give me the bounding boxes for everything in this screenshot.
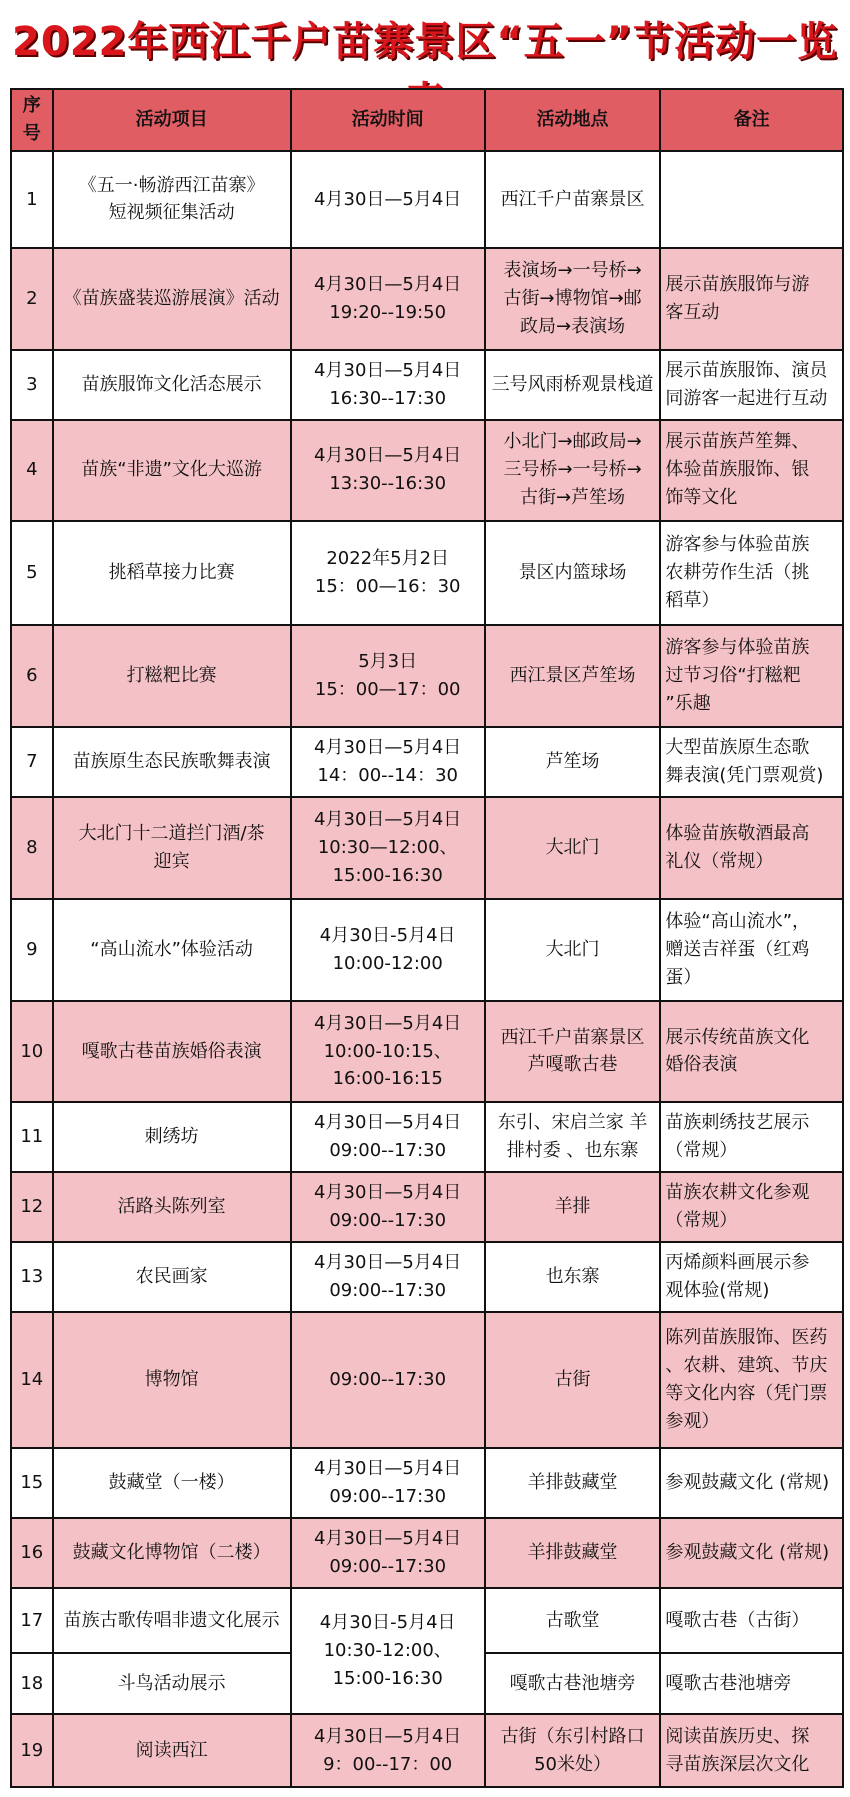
table-row [11,1172,843,1242]
cell-line: 古歌堂 [545,1609,600,1631]
cell-line: 羊排鼓藏堂 [527,1471,618,1493]
cell-index: 7 [11,727,53,797]
cell-line: 苗族原生态民族歌舞表演 [72,751,271,773]
cell-time [291,1001,485,1103]
cell-location [485,420,661,522]
cell-index: 10 [11,1001,53,1103]
cell-item [53,521,291,625]
cell-index: 15 [11,1448,53,1518]
table-row [11,151,843,248]
cell-line: 体验苗族服饰、银 [665,459,810,481]
cell-item [53,1172,291,1242]
cell-item [53,350,291,420]
cell-item [53,1448,291,1518]
cell-note [660,420,843,522]
table-row [11,727,843,797]
cell-line: 农耕劳作生活（挑 [665,562,810,584]
cell-note [660,350,843,420]
cell-line: 苗族刺绣技艺展示 [665,1112,810,1134]
cell-line: 婚俗表演 [665,1054,738,1076]
cell-line: 芦笙场 [545,751,600,773]
cell-line: 苗族服饰文化活态展示 [81,373,262,395]
cell-line: 2022年5月2日 [326,548,450,570]
cell-line: 4月30日—5月4日 [314,359,462,381]
cell-location [485,1714,661,1787]
cell-item [53,727,291,797]
cell-item [53,1312,291,1448]
cell-line: 东引、宋启兰家 羊 [497,1112,648,1134]
cell-line: 《五一·畅游西江苗寨》 [78,174,265,196]
table-row [11,1518,843,1588]
cell-note [660,1242,843,1312]
cell-line: 寻苗族深层次文化 [665,1753,810,1775]
cell-time [291,1588,485,1715]
cell-line: 5月3日 [358,651,418,673]
cell-time [291,1102,485,1172]
cell-item [53,420,291,522]
table-row [11,521,843,625]
cell-line: 芦嘎歌古巷 [527,1054,618,1076]
cell-line: 展示苗族芦笙舞、 [665,431,810,453]
cell-line: 体验“高山流水”， [665,910,811,932]
cell-line: 嘎歌古巷（古街） [665,1609,810,1631]
cell-note [660,151,843,248]
cell-line: 古街 [554,1368,591,1390]
cell-location [485,1588,661,1654]
table-row [11,1312,843,1448]
cell-line: 西江千户苗寨景区 [500,188,645,210]
cell-line: 4月30日-5月4日 [319,924,456,946]
cell-line: 4月30日—5月4日 [314,273,462,295]
cell-time [291,248,485,350]
cell-line: 展示苗族服饰与游 [665,273,810,295]
cell-time [291,1172,485,1242]
cell-line: 同游客一起进行互动 [665,387,828,409]
page-title: 2022年西江千户苗寨景区“五一”节活动一览 [12,19,838,65]
activity-table [10,88,844,1788]
cell-item [53,151,291,248]
header-time: 活动时间 [291,89,485,151]
cell-line: 活路头陈列室 [117,1196,226,1218]
cell-line: 短视频征集活动 [108,202,235,224]
cell-line: 刺绣坊 [144,1126,199,1148]
cell-line: 4月30日—5月4日 [314,1112,462,1134]
cell-item [53,248,291,350]
cell-index: 17 [11,1588,53,1654]
cell-line: 13:30--16:30 [329,473,447,495]
cell-line: 斗鸟活动展示 [117,1672,226,1694]
cell-time [291,1242,485,1312]
cell-line: 4月30日—5月4日 [314,1457,462,1479]
table-header-row [11,89,843,151]
cell-line: 15：00—16：30 [314,576,461,598]
header-index: 序号 [11,89,53,151]
cell-location [485,899,661,1001]
cell-line: 挑稻草接力比赛 [108,562,235,584]
cell-line: 15：00—17：00 [314,679,461,701]
cell-time [291,1714,485,1787]
cell-line: 古街→博物馆→邮 [503,287,642,309]
cell-line: 参观鼓藏文化 (常规) [665,1541,830,1563]
cell-location [485,151,661,248]
cell-line: 三号风雨桥观景栈道 [491,373,654,395]
cell-line: 大北门 [545,938,600,960]
cell-line: 09:00--17:30 [329,1555,447,1577]
cell-line: 19:20--19:50 [329,301,447,323]
cell-location [485,1653,661,1714]
cell-line: 9：00--17：00 [323,1753,453,1775]
cell-line: 阅读西江 [135,1739,208,1761]
cell-note [660,248,843,350]
cell-line: 苗族农耕文化参观 [665,1182,810,1204]
cell-line: 鼓藏堂（一楼） [108,1471,235,1493]
cell-line: 4月30日—5月4日 [314,1252,462,1274]
cell-line: 鼓藏文化博物馆（二楼） [72,1541,271,1563]
cell-line: 也东寨 [545,1266,600,1288]
cell-location [485,797,661,899]
cell-item [53,797,291,899]
cell-line: 过节习俗“打糍粑 [665,665,801,687]
cell-line: 4月30日—5月4日 [314,1527,462,1549]
cell-line: 农民画家 [135,1266,208,1288]
cell-time [291,625,485,727]
cell-location [485,1518,661,1588]
cell-line: 嘎歌古巷苗族婚俗表演 [81,1040,262,1062]
cell-line: 嘎歌古巷池塘旁 [665,1672,792,1694]
cell-note [660,1172,843,1242]
cell-line: 苗族“非遗”文化大巡游 [81,459,262,481]
cell-line: 展示苗族服饰、演员 [665,359,828,381]
cell-line: ”乐趣 [665,693,711,715]
cell-line: 苗族古歌传唱非遗文化展示 [63,1609,280,1631]
cell-time [291,521,485,625]
cell-location [485,248,661,350]
cell-time [291,1312,485,1448]
cell-line: 09:00--17:30 [329,1210,447,1232]
cell-line: 饰等文化 [665,487,738,509]
cell-line: 政局→表演场 [520,315,626,337]
table-row [11,420,843,522]
cell-note [660,1102,843,1172]
cell-line: 10:00-12:00 [332,952,443,974]
cell-line: 礼仪（常规） [665,850,774,872]
cell-line: 三号桥→一号桥→ [503,459,642,481]
cell-item [53,1588,291,1654]
table-row [11,1102,843,1172]
cell-item [53,1001,291,1103]
table-row [11,248,843,350]
cell-line: 赠送吉祥蛋（红鸡 [665,938,810,960]
cell-line: 09:00--17:30 [329,1485,447,1507]
cell-line: 等文化内容（凭门票 [665,1382,828,1404]
cell-line: 参观） [665,1410,720,1432]
cell-line: 10:30-12:00、 [323,1640,452,1662]
cell-time [291,797,485,899]
cell-index: 5 [11,521,53,625]
cell-line: 4月30日—5月4日 [314,809,462,831]
cell-index: 18 [11,1653,53,1714]
cell-location [485,625,661,727]
cell-line: 观体验(常规) [665,1280,770,1302]
cell-line: 大型苗族原生态歌 [665,737,810,759]
cell-line: 客互动 [665,301,720,323]
cell-time [291,899,485,1001]
cell-line: 阅读苗族历史、探 [665,1725,810,1747]
cell-note [660,797,843,899]
cell-location [485,1102,661,1172]
cell-line: 表演场→一号桥→ [503,260,642,282]
cell-index: 11 [11,1102,53,1172]
cell-line: 4月30日—5月4日 [314,188,462,210]
cell-line: 古街（东引村路口 [500,1725,645,1747]
cell-line: 参观鼓藏文化 (常规) [665,1471,830,1493]
cell-line: 09:00--17:30 [329,1368,447,1390]
cell-index: 13 [11,1242,53,1312]
cell-item [53,1653,291,1714]
cell-line: 16:00-16:15 [332,1068,443,1090]
cell-line: 迎宾 [153,850,190,872]
cell-line: 小北门→邮政局→ [503,431,642,453]
cell-line: 打糍粑比赛 [126,665,217,687]
cell-line: 、农耕、建筑、节庆 [665,1355,828,1376]
cell-index: 3 [11,350,53,420]
cell-line: 排村委 、也东寨 [506,1140,639,1162]
cell-line: 体验苗族敬酒最高 [665,823,810,845]
table-row [11,899,843,1001]
table-row [11,625,843,727]
cell-note [660,625,843,727]
cell-location [485,350,661,420]
cell-line: 西江千户苗寨景区 [500,1026,645,1048]
cell-line: 15:00-16:30 [332,1667,443,1689]
cell-time [291,727,485,797]
cell-location [485,1242,661,1312]
cell-item [53,899,291,1001]
cell-line: 4月30日—5月4日 [314,1725,462,1747]
cell-line: 4月30日—5月4日 [314,1182,462,1204]
cell-line: 古街→芦笙场 [520,487,626,509]
cell-line: 稻草） [665,590,720,612]
cell-index: 8 [11,797,53,899]
cell-note [660,1518,843,1588]
cell-note [660,1653,843,1714]
cell-line: “高山流水”体验活动 [90,938,253,960]
cell-index: 2 [11,248,53,350]
cell-line: 09:00--17:30 [329,1140,447,1162]
cell-line: 《苗族盛装巡游展演》活动 [63,287,280,309]
cell-line: 羊排鼓藏堂 [527,1541,618,1563]
cell-time [291,151,485,248]
cell-location [485,521,661,625]
cell-line: 游客参与体验苗族 [665,637,810,659]
table-row [11,1448,843,1518]
cell-note [660,1448,843,1518]
cell-location [485,1448,661,1518]
cell-line: 丙烯颜料画展示参 [665,1252,810,1274]
cell-item [53,1518,291,1588]
table-row [11,1001,843,1103]
cell-index: 14 [11,1312,53,1448]
cell-line: 羊排 [554,1196,591,1218]
cell-index: 6 [11,625,53,727]
cell-line: 10:30—12:00、 [317,836,458,858]
cell-note [660,1312,843,1448]
cell-line: 展示传统苗族文化 [665,1026,810,1048]
table-row [11,1588,843,1654]
cell-index: 16 [11,1518,53,1588]
header-note: 备注 [660,89,843,151]
header-item: 活动项目 [53,89,291,151]
cell-time [291,1518,485,1588]
cell-note [660,899,843,1001]
cell-line: 4月30日—5月4日 [314,737,462,759]
cell-line: 4月30日-5月4日 [319,1612,456,1634]
cell-line: 14：00--14：30 [317,765,458,786]
cell-line: 4月30日—5月4日 [314,1012,462,1034]
table-row [11,1242,843,1312]
cell-line: 09:00--17:30 [329,1280,447,1302]
cell-line: 游客参与体验苗族 [665,534,810,556]
cell-line: 50米处） [534,1753,612,1775]
cell-line: 西江景区芦笙场 [509,665,636,687]
cell-line: 4月30日—5月4日 [314,445,462,467]
cell-line: 大北门 [545,836,600,858]
cell-time [291,1448,485,1518]
cell-note [660,1588,843,1654]
cell-line: 嘎歌古巷池塘旁 [509,1672,636,1694]
cell-line: （常规） [665,1210,738,1232]
cell-line: 10:00-10:15、 [323,1040,452,1062]
cell-line: 15:00-16:30 [332,864,443,886]
cell-line: （常规） [665,1140,738,1162]
cell-line: 16:30--17:30 [329,387,447,409]
cell-index: 12 [11,1172,53,1242]
cell-index: 19 [11,1714,53,1787]
cell-line: 大北门十二道拦门酒/茶 [78,823,265,845]
cell-line: 舞表演(凭门票观赏) [665,765,824,786]
cell-time [291,420,485,522]
cell-note [660,1001,843,1103]
cell-location [485,727,661,797]
header-location: 活动地点 [485,89,661,151]
cell-index: 9 [11,899,53,1001]
cell-item [53,625,291,727]
cell-location [485,1312,661,1448]
table-row [11,1714,843,1787]
cell-note [660,1714,843,1787]
cell-index: 1 [11,151,53,248]
table-row [11,350,843,420]
cell-line: 蛋） [665,966,702,988]
cell-index: 4 [11,420,53,522]
table-row [11,797,843,899]
cell-location [485,1001,661,1103]
cell-item [53,1714,291,1787]
cell-line: 陈列苗族服饰、医药 [665,1327,828,1349]
cell-line: 博物馆 [144,1368,199,1390]
cell-note [660,521,843,625]
cell-item [53,1242,291,1312]
cell-time [291,350,485,420]
table-body [11,151,843,1787]
cell-note [660,727,843,797]
cell-line: 景区内篮球场 [518,562,627,584]
cell-item [53,1102,291,1172]
cell-location [485,1172,661,1242]
